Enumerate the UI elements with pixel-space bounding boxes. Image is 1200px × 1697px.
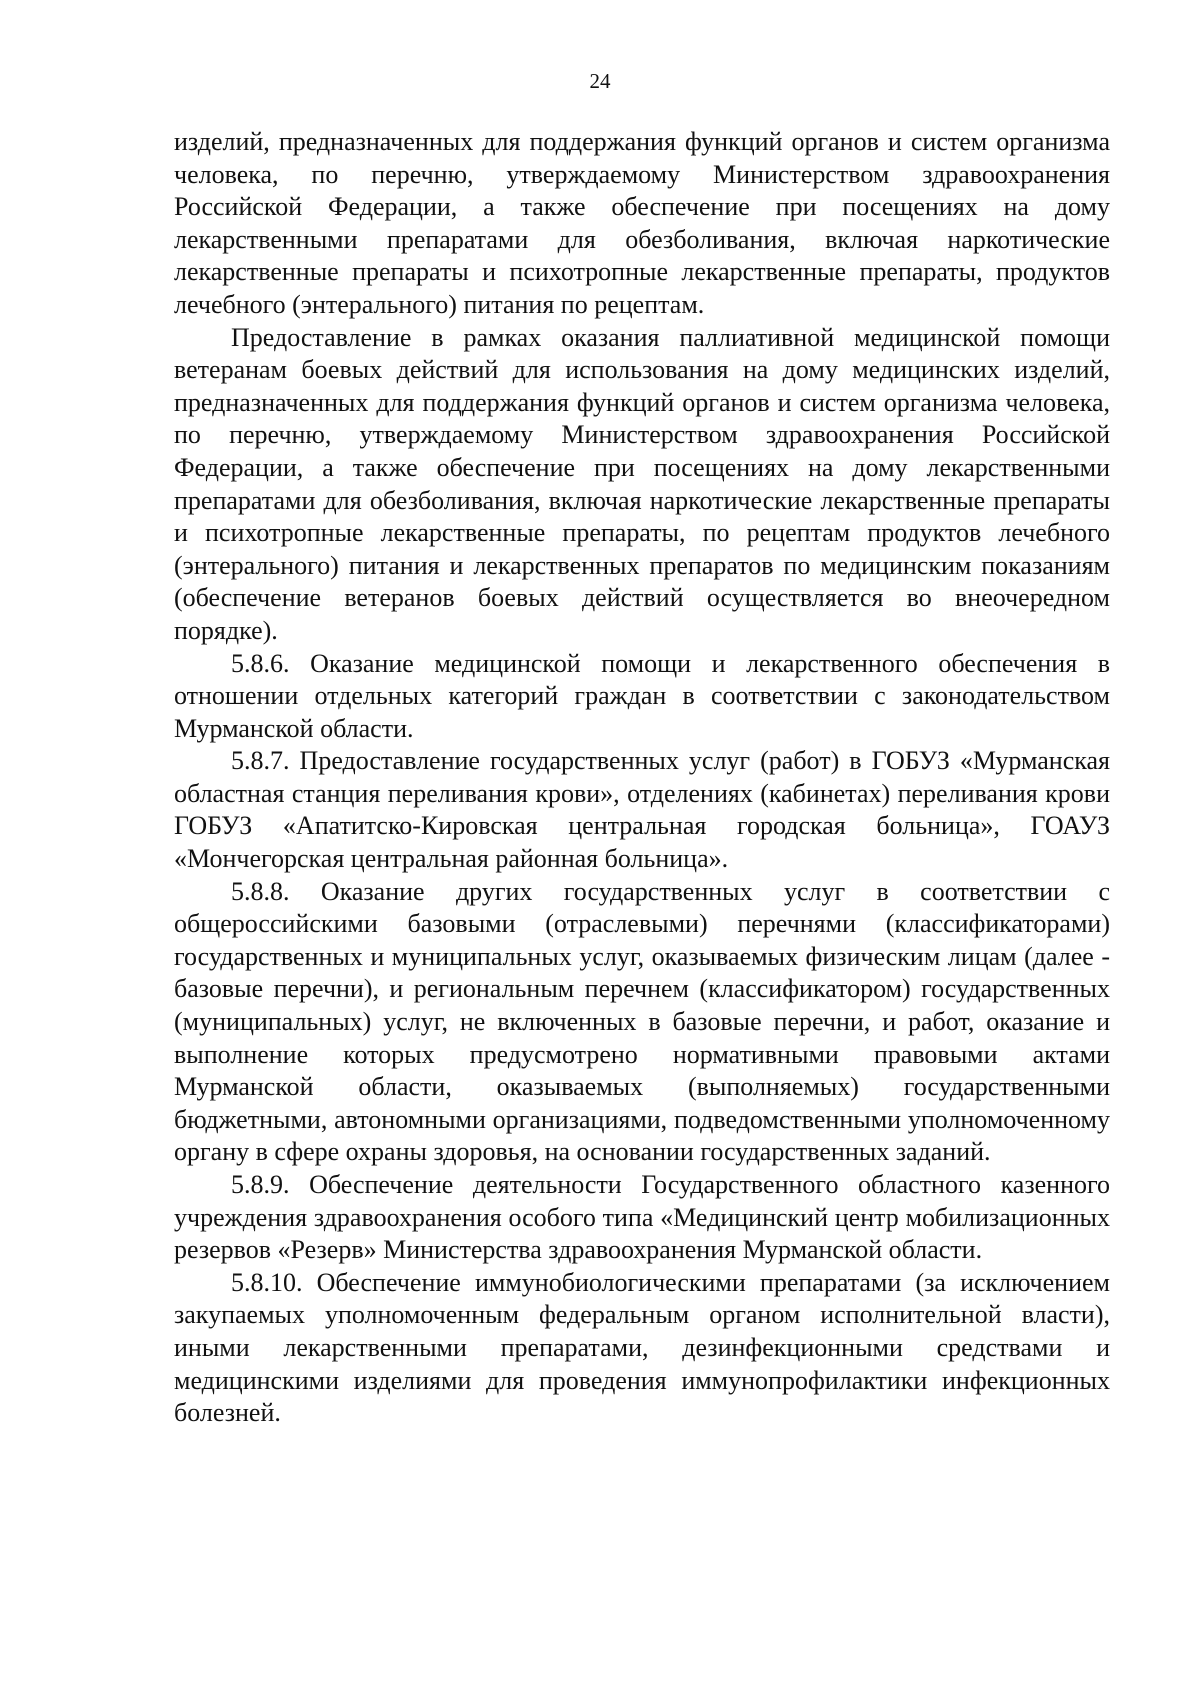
paragraph-continuation: изделий, предназначенных для поддержания функций органов и систем организма человека, по перечню, утверждаемому Министерством здравоохранения Российской Федерации, а также обеспечение при посещениях на дому лекарственными препаратами для обезболивания, включая наркотические лекарственные препараты и психотропные лекарственные препараты, продуктов лечебного (энтерального) питания по рецептам. — [174, 127, 1110, 319]
paragraph-5-8-7: 5.8.7. Предоставление государственных услуг (работ) в ГОБУЗ «Мурманская областная станция переливания крови», отделениях (кабинетах) переливания крови ГОБУЗ «Апатитско-Кировская центральная городская больница», ГОАУЗ «Мончегорская центральная районная больница». — [174, 746, 1110, 874]
paragraph-5-8-10: 5.8.10. Обеспечение иммунобиологическими препаратами (за исключением закупаемых уполномоченным федеральным органом исполнительной власти), иными лекарственными препаратами, дезинфекционными средствами и медицинскими изделиями для проведения иммунопрофилактики инфекционных болезней. — [174, 1267, 1110, 1428]
paragraph-5-8-6: 5.8.6. Оказание медицинской помощи и лекарственного обеспечения в отношении отдельных категорий граждан в соответствии с законодательством Мурманской области. — [174, 648, 1110, 743]
paragraph-palliative-veterans: Предоставление в рамках оказания паллиативной медицинской помощи ветеранам боевых действий для использования на дому медицинских изделий, предназначенных для поддержания функций органов и систем организма человека, по перечню, утверждаемому Министерством здравоохранения Российской Федерации, а также обеспечение при посещениях на дому лекарственными препаратами для обезболивания, включая наркотические лекарственные препараты и психотропные лекарственные препараты, по рецептам продуктов лечебного (энтерального) питания и лекарственных препаратов по медицинским показаниям (обеспечение ветеранов боевых действий осуществляется во внеочередном порядке). — [174, 322, 1110, 645]
paragraph-5-8-9: 5.8.9. Обеспечение деятельности Государственного областного казенного учреждения здравоохранения особого типа «Медицинский центр мобилизационных резервов «Резерв» Министерства здравоохранения Мурманской области. — [174, 1170, 1110, 1265]
paragraph-5-8-8: 5.8.8. Оказание других государственных услуг в соответствии с общероссийскими базовыми (отраслевыми) перечнями (классификаторами) государственных и муниципальных услуг, оказываемых физическим лицам (далее - базовые перечни), и региональным перечнем (классификатором) государственных (муниципальных) услуг, не включенных в базовые перечни, и работ, оказание и выполнение которых предусмотрено нормативными правовыми актами Мурманской области, оказываемых (выполняемых) государственными бюджетными, автономными организациями, подведомственными уполномоченному органу в сфере охраны здоровья, на основании государственных заданий. — [174, 876, 1110, 1167]
document-body — [174, 126, 1110, 1430]
page-number: 24 — [589, 69, 611, 93]
